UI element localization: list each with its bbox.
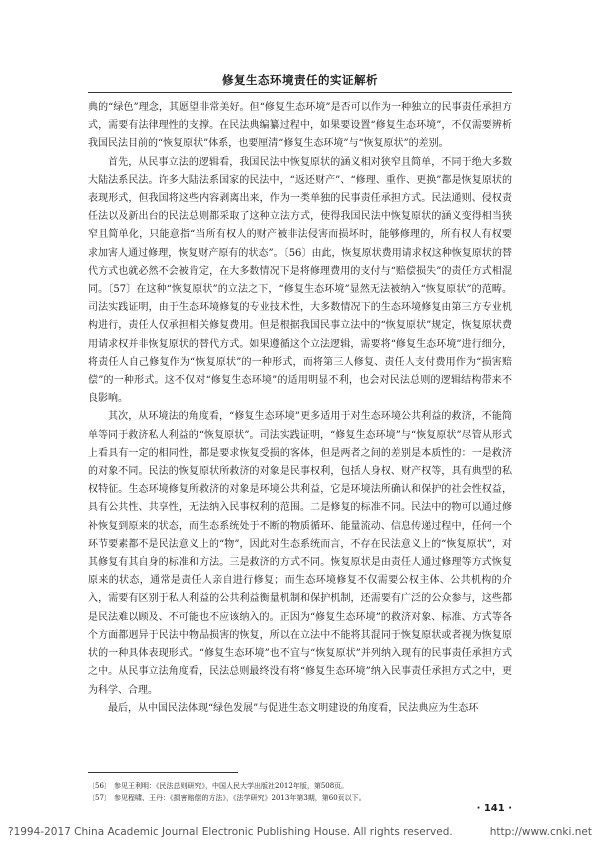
body-text — [88, 99, 512, 764]
header-rule — [88, 92, 512, 93]
footnote — [88, 792, 512, 804]
footnote — [88, 780, 512, 792]
paragraph-first-argument: 首先，从民事立法的逻辑看，我国民法中恢复原状的涵义相对狭窄且简单，不同于绝大多数大陆法系民法。许多大陆法系国家的民法中，“返还财产”、“修理、重作、更换”都是恢复原状的表现形式，但我国将这些内容剥离出来，作为一类单独的民事责任承担方式。民法通则、侵权责任法以及新出台的民法总则都采取了这种立法方式，使得我国民法中恢复原状的涵义变得相当狭窄且简单化，只能意指“当所有权人的财产被非法侵害而损坏时，能够修理的，所有权人有权要求加害人通过修理，恢复财产原有的状态”。〔56〕由此，恢复原状费用请求权这种恢复原状的替代方式也就必然不会被肯定，在大多数情况下是将修理费用的支付与“赔偿损失”的责任方式相混同。〔57〕在这种“恢复原状”的立法之下，“修复生态环境”显然无法被纳入“恢复原状”的范畴。司法实践证明，由于生态环境修复的专业技术性，大多数情况下的生态环境修复由第三方专业机构进行，责任人仅承担相关修复费用。但是根据我国民事立法中的“恢复原状”规定，恢复原状费用请求权并非恢复原状的替代方式。如果遵循这个立法逻辑，需要将“修复生态环境”进行细分，将责任人自己修复作为“恢复原状”的一种形式，而将第三人修复、责任人支付费用作为“损害赔偿”的一种形式。这不仅对“修复生态环境”的适用明显不利，也会对民法总则的逻辑结构带来不良影响。 — [88, 156, 512, 405]
paragraph-second-argument: 其次，从环境法的角度看，“修复生态环境”更多适用于对生态环境公共利益的救济，不能简单等同于救济私人利益的“恢复原状”。司法实践证明，“修复生态环境”与“恢复原状”尽管从形式上看具有一定的相同性，都是要求恢复受损的客体，但是两者之间的差别是本质性的：一是救济的对象不同。民法的恢复原状所救济的对象是民事权利，包括人身权、财产权等，具有典型的私权特征。生态环境修复所救济的对象是环境公共利益，它是环境法所确认和保护的社会性权益，具有公共性、共享性，无法纳入民事权利的范围。二是修复的标准不同。民法中的物可以通过修补恢复到原来的状态，而生态系统处于不断的物质循环、能量流动、信息传递过程中，任何一个环节要素都不是民法意义上的“物”，因此对生态系统而言，不存在民法意义上的“恢复原状”，对其修复有其自身的标准和方法。三是救济的方式不同。恢复原状是由责任人通过修理等方式恢复原来的状态，通常是责任人亲自进行修复；而生态环境修复不仅需要公权主体、公共机构的介入，需要有区别于私人利益的公共利益衡量机制和保护机制，还需要有广泛的公众参与，这些都是民法难以顾及、不可能也不应该纳入的。正因为“修复生态环境”的救济对象、标准、方式等各个方面都迥异于民法中物品损害的恢复，所以在立法中不能将其混同于恢复原状或者视为恢复原状的一种具体表现形式。“修复生态环境”也不宜与“恢复原状”并列纳入现有的民事责任承担方式之中。从民事立法角度看，民法总则最终没有将“修复生态环境”纳入民事责任承担方式之中，更为科学、合理。 — [88, 411, 512, 696]
running-title: 修复生态环境责任的实证解析 — [222, 73, 378, 87]
page-number: · 141 · — [476, 803, 512, 814]
footnote-number: 〔57〕 — [88, 794, 111, 802]
footnote-rule — [88, 772, 238, 773]
footnote-text: 参见程啸、王丹：《损害赔偿的方法》，《法学研究》2013年第3期，第60页以下。 — [114, 794, 366, 802]
paragraph-continued: 典的“绿色”理念，其愿望非常美好。但“修复生态环境”是否可以作为一种独立的民事责任承担方式，需要有法律理性的支撑。在民法典编纂过程中，如果要设置“修复生态环境”，不仅需要辨析我国民法目前的“恢复原状”体系，也要厘清“修复生态环境”与“恢复原状”的差别。 — [88, 102, 512, 150]
footnotes — [88, 780, 512, 804]
paragraph-last-argument: 最后，从中国民法体现“绿色发展”与促进生态文明建设的角度看，民法典应为生态环 — [108, 702, 479, 714]
copyright-footer — [8, 826, 592, 838]
cnki-link[interactable]: http://www.cnki.net — [489, 826, 592, 838]
footnote-number: 〔56〕 — [88, 782, 111, 790]
copyright-notice: ?1994-2017 China Academic Journal Electronic Publishing House. All rights reserved. — [8, 826, 453, 838]
footnote-text: 参见王利明：《民法总则研究》，中国人民大学出版社2012年版，第508页。 — [114, 782, 349, 790]
